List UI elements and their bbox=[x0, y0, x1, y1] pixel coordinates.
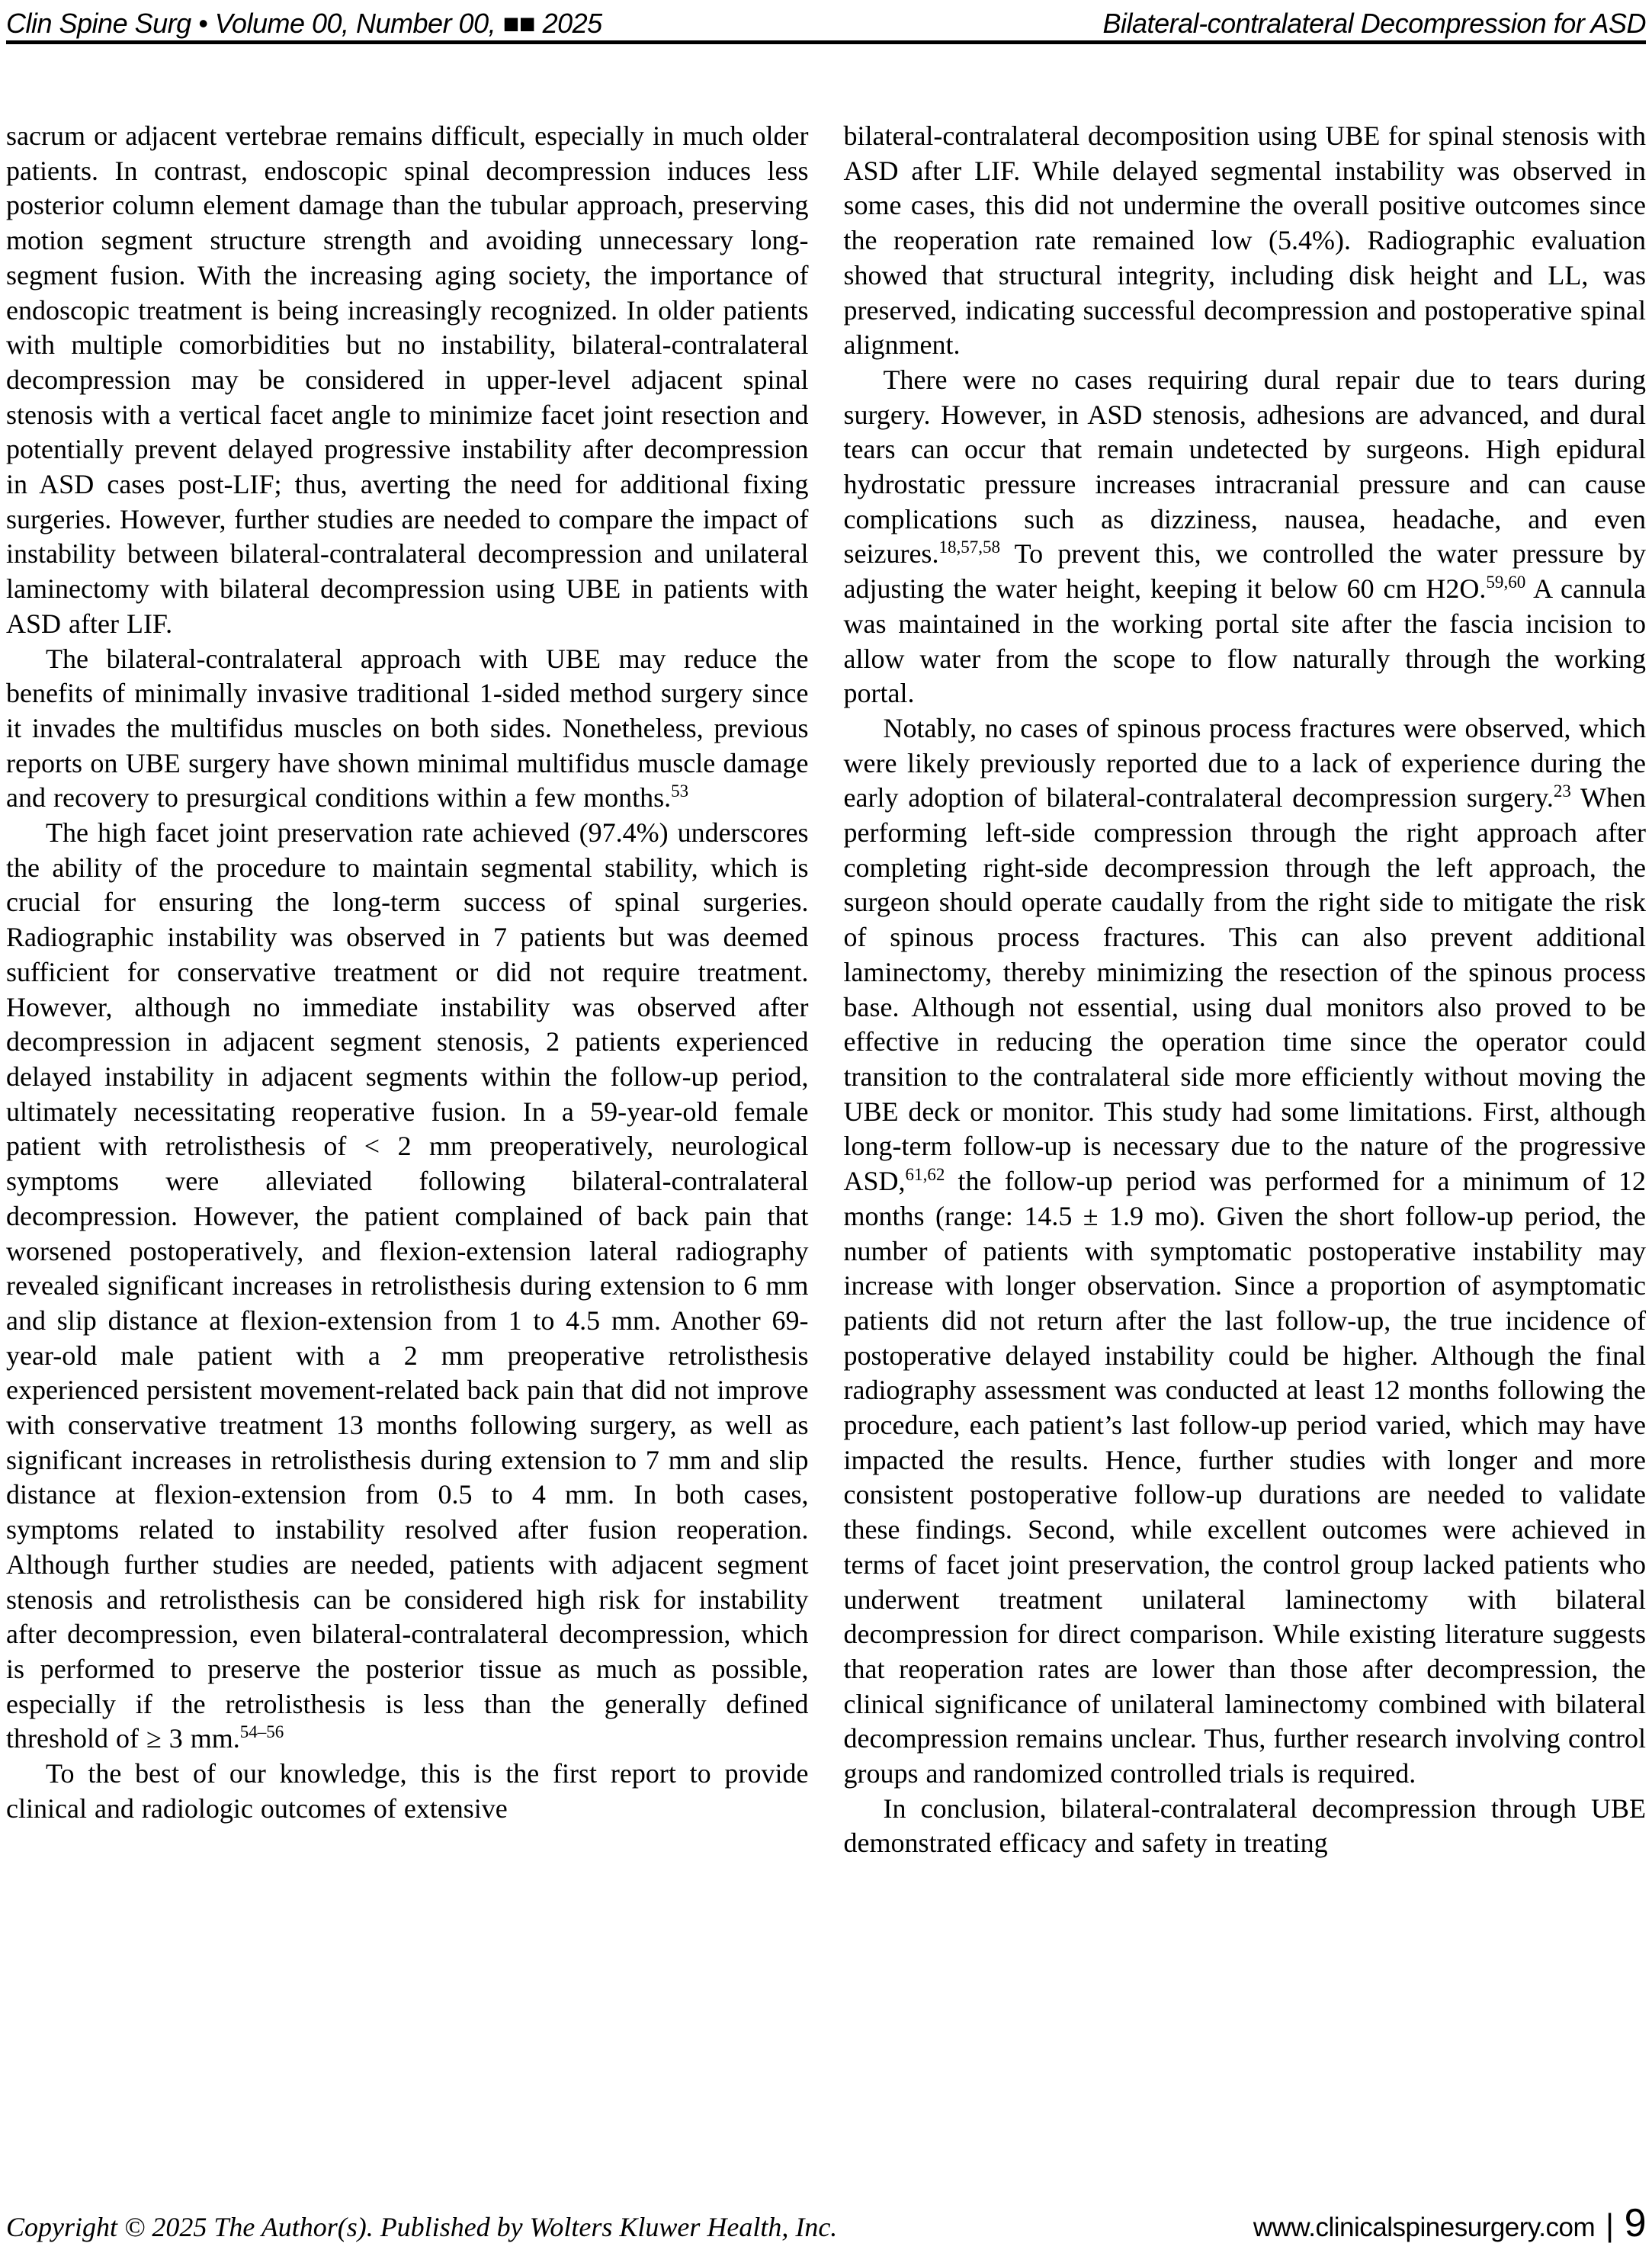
reference-superscript: 53 bbox=[671, 781, 689, 801]
page-number: 9 bbox=[1624, 2201, 1646, 2245]
journal-url[interactable]: www.clinicalspinesurgery.com bbox=[1253, 2213, 1596, 2242]
running-title: Bilateral-contralateral Decompression for ASD bbox=[1102, 8, 1646, 39]
paragraph: The high facet joint preservation rate achieved (97.4%) underscores the ability of the procedure to maintain segmental stability, which is crucial for ensuring the long-term success of spinal surgeries. Radiographic instability was observed in 7 patients but was deemed sufficient for conservative treatment or did not require treatment. However, although no immediate instability was observed after decompression in adjacent segment stenosis, 2 patients experienced delayed instability in adjacent segments within the follow-up period, ultimately necessitating reoperative fusion. In a 59-year-old female patient with retrolisthesis of < 2 mm preoperatively, neurological symptoms were alleviated following bilateral-contralateral decompression. However, the patient complained of back pain that worsened postoperatively, and flexion-extension lateral radiography revealed significant increases in retrolisthesis during extension to 6 mm and slip distance at flexion-extension from 1 to 4.5 mm. Another 69-year-old male patient with a 2 mm preoperative retrolisthesis experienced persistent movement-related back pain that did not improve with conservative treatment 13 months following surgery, as well as significant increases in retrolisthesis during extension to 7 mm and slip distance at flexion-extension from 0.5 to 4 mm. In both cases, symptoms related to instability resolved after fusion reoperation. Although further studies are needed, patients with adjacent segment stenosis and retrolisthesis can be considered high risk for instability after decompression, even bilateral-contralateral decompression, which is performed to preserve the posterior tissue as much as possible, especially if the retrolisthesis is less than the generally defined threshold of ≥ 3 mm.$^{54-56}$ bbox=[6, 817, 809, 1754]
article-body bbox=[6, 119, 1646, 2177]
footer-separator: | bbox=[1605, 2207, 1614, 2243]
copyright-notice: Copyright © 2025 The Author(s). Published by Wolters Kluwer Health, Inc. bbox=[6, 2212, 838, 2242]
reference-superscript: 54–56 bbox=[239, 1722, 284, 1742]
paragraph: There were no cases requiring dural repair due to tears during surgery. However, in ASD stenosis, adhesions are advanced, and dural tears can occur that remain undetected by surgeons. High epidural hydrostatic pressure increases intracranial pressure and can cause complications such as dizziness, nausea, headache, and even seizures.$^{18,57,58}$ To prevent this, we controlled the water pressure by adjusting the water height, keeping it below 60 cm H2O.$^{59,60}$ A cannula was maintained in the working portal site after the fascia incision to allow water from the scope to flow naturally through the working portal. bbox=[843, 364, 1646, 709]
column-left bbox=[6, 119, 809, 2177]
paragraph: Notably, no cases of spinous process fractures were observed, which were likely previously reported due to a lack of experience during the early adoption of bilateral-contralateral decompression surgery.$^{23}$ When performing left-side compression through the right approach after completing right-side decompression through the left approach, the surgeon should operate caudally from the right side to mitigate the risk of spinous process fractures. This can also prevent additional laminectomy, thereby minimizing the resection of the spinous process base. Although not essential, using dual monitors also proved to be effective in reducing the operation time since the operator could transition to the contralateral side more efficiently without moving the UBE deck or monitor. This study had some limitations. First, although long-term follow-up is necessary due to the nature of the progressive ASD,$^{61,62}$ the follow-up period was performed for a minimum of 12 months (range: 14.5 ± 1.9 mo). Given the short follow-up period, the number of patients with symptomatic postoperative instability may increase with longer observation. Since a proportion of asymptomatic patients did not return after the last follow-up, the true incidence of postoperative delayed instability could be higher. Although the final radiography assessment was conducted at least 12 months following the procedure, each patient’s last follow-up period varied, which may have impacted the results. Hence, further studies with longer and more consistent postoperative follow-up durations are needed to validate these findings. Second, while excellent outcomes were achieved in terms of facet joint preservation, the control group lacked patients who underwent treatment unilateral laminectomy with bilateral decompression for direct comparison. While existing literature suggests that reoperation rates are lower than those after decompression, the clinical significance of unilateral laminectomy combined with bilateral decompression remains unclear. Thus, further research involving control groups and randomized controlled trials is required. bbox=[843, 712, 1646, 1789]
reference-superscript: 23 bbox=[1553, 781, 1571, 801]
footer-right bbox=[1253, 2203, 1646, 2244]
reference-superscript: 61,62 bbox=[905, 1164, 945, 1185]
header-rule bbox=[6, 40, 1646, 44]
page-footer bbox=[6, 2203, 1646, 2244]
paragraph: sacrum or adjacent vertebrae remains difficult, especially in much older patients. In contrast, endoscopic spinal decompression induces less posterior column element damage than the tubular approach, preserving motion segment structure strength and avoiding unnecessary long-segment fusion. With the increasing aging society, the importance of endoscopic treatment is being increasingly recognized. In older patients with multiple comorbidities but no instability, bilateral-contralateral decompression may be considered in upper-level adjacent spinal stenosis with a vertical facet angle to minimize facet joint resection and potentially prevent delayed progressive instability after decompression in ASD cases post-LIF; thus, averting the need for additional fixing surgeries. However, further studies are needed to compare the impact of instability between bilateral-contralateral decompression and unilateral laminectomy with bilateral decompression using UBE in patients with ASD after LIF. bbox=[6, 120, 809, 639]
paragraph: To the best of our knowledge, this is the first report to provide clinical and radiologic outcomes of extensive bbox=[6, 1758, 809, 1824]
column-right bbox=[844, 119, 1647, 2177]
reference-superscript: 18,57,58 bbox=[938, 537, 1001, 557]
paragraph: In conclusion, bilateral-contralateral decompression through UBE demonstrated efficacy and safety in treating bbox=[843, 1792, 1646, 1859]
journal-citation: Clin Spine Surg • Volume 00, Number 00, ■■ 2025 bbox=[6, 8, 602, 39]
paragraph: bilateral-contralateral decomposition using UBE for spinal stenosis with ASD after LIF. While delayed segmental instability was observed in some cases, this did not undermine the overall positive outcomes since the reoperation rate remained low (5.4%). Radiographic evaluation showed that structural integrity, including disk height and LL, was preserved, indicating successful decompression and postoperative spinal alignment. bbox=[843, 120, 1646, 361]
paragraph: The bilateral-contralateral approach with UBE may reduce the benefits of minimally invasive traditional 1-sided method surgery since it invades the multifidus muscles on both sides. Nonetheless, previous reports on UBE surgery have shown minimal multifidus muscle damage and recovery to presurgical conditions within a few months.$^{53}$ bbox=[6, 643, 809, 814]
page-header bbox=[6, 8, 1646, 40]
reference-superscript: 59,60 bbox=[1486, 572, 1526, 592]
